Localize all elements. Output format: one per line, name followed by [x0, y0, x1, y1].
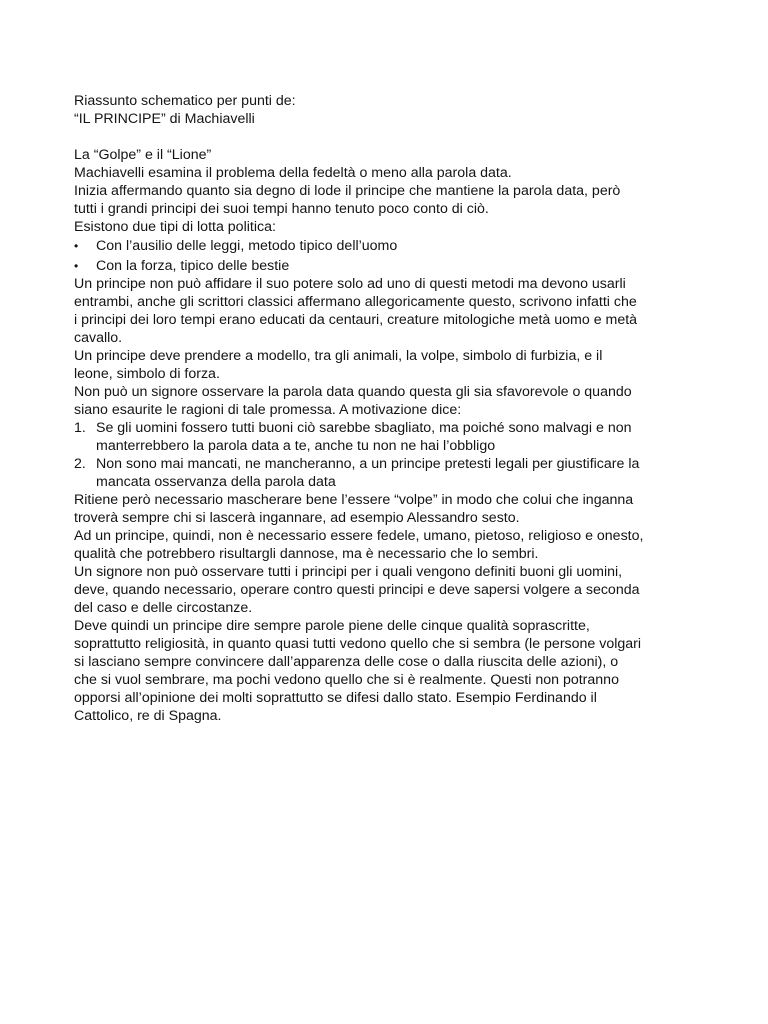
paragraph-line: Un signore non può osservare tutti i principi per i quali vengono definiti buoni gli uomini, [74, 564, 623, 580]
numbered-item-line: mancata osservanza della parola data [96, 474, 336, 490]
paragraph-line: Un principe deve prendere a modello, tra gli animali, la volpe, simbolo di furbizia, e il [74, 348, 603, 364]
paragraph-line: cavallo. [74, 330, 123, 346]
paragraph-line: Ad un principe, quindi, non è necessario essere fedele, umano, pietoso, religioso e onesto, [74, 528, 644, 544]
numbered-item-line: manterrebbero la parola data a te, anche tu non ne hai l’obbligo [96, 438, 496, 454]
bullet-marker: • [74, 259, 79, 273]
paragraph-line: entrambi, anche gli scrittori classici affermano allegoricamente questo, scrivono infatti che [74, 294, 637, 310]
paragraph-line: Non può un signore osservare la parola data quando questa gli sia sfavorevole o quando [74, 384, 632, 400]
paragraph-line: Inizia affermando quanto sia degno di lode il principe che mantiene la parola data, però [74, 183, 621, 199]
bullet-item: Con l’ausilio delle leggi, metodo tipico dell’uomo [96, 238, 398, 254]
numbered-marker: 2. [74, 456, 86, 472]
paragraph-line: leone, simbolo di forza. [74, 366, 220, 382]
paragraph-line: Un principe non può affidare il suo potere solo ad uno di questi metodi ma devono usarli [74, 276, 626, 292]
numbered-marker: 1. [74, 420, 86, 436]
paragraph-line: Deve quindi un principe dire sempre parole piene delle cinque qualità soprascritte, [74, 618, 590, 634]
paragraph-line: qualità che potrebbero risultargli dannose, ma è necessario che lo sembri. [74, 546, 539, 562]
paragraph-line: i principi dei loro tempi erano educati da centauri, creature mitologiche metà uomo e metà [74, 312, 638, 328]
paragraph-line: Ritiene però necessario mascherare bene l’essere “volpe” in modo che colui che inganna [74, 492, 634, 508]
paragraph-line: siano esaurite le ragioni di tale promessa. A motivazione dice: [74, 402, 462, 418]
section-title: La “Golpe” e il “Lione” [74, 147, 212, 163]
paragraph-line: del caso e delle circostanze. [74, 600, 253, 616]
bullet-item: Con la forza, tipico delle bestie [96, 258, 290, 274]
paragraph-line: Machiavelli esamina il problema della fedeltà o meno alla parola data. [74, 165, 512, 181]
paragraph-line: tutti i grandi principi dei suoi tempi hanno tenuto poco conto di ciò. [74, 201, 489, 217]
paragraph-line: Esistono due tipi di lotta politica: [74, 219, 276, 235]
paragraph-line: Cattolico, re di Spagna. [74, 708, 222, 724]
numbered-item-line: Non sono mai mancati, ne mancheranno, a un principe pretesti legali per giustificare la [96, 456, 640, 472]
paragraph-line: che si vuol sembrare, ma pochi vedono quello che si è realmente. Questi non potranno [74, 672, 619, 688]
document-subheading: “IL PRINCIPE” di Machiavelli [74, 111, 255, 127]
paragraph-line: opporsi all’opinione dei molti soprattutto se difesi dallo stato. Esempio Ferdinando il [74, 690, 597, 706]
document-heading: Riassunto schematico per punti de: [74, 93, 296, 109]
paragraph-line: soprattutto religiosità, in quanto quasi tutti vedono quello che si sembra (le persone volgari [74, 636, 642, 652]
numbered-item-line: Se gli uomini fossero tutti buoni ciò sarebbe sbagliato, ma poiché sono malvagi e non [96, 420, 632, 436]
paragraph-line: troverà sempre chi si lascerà ingannare, ad esempio Alessandro sesto. [74, 510, 520, 526]
paragraph-line: deve, quando necessario, operare contro questi principi e deve sapersi volgere a seconda [74, 582, 640, 598]
bullet-marker: • [74, 239, 79, 253]
paragraph-line: si lasciano sempre convincere dall’apparenza delle cose o dalla riuscita delle azioni), o [74, 654, 619, 670]
